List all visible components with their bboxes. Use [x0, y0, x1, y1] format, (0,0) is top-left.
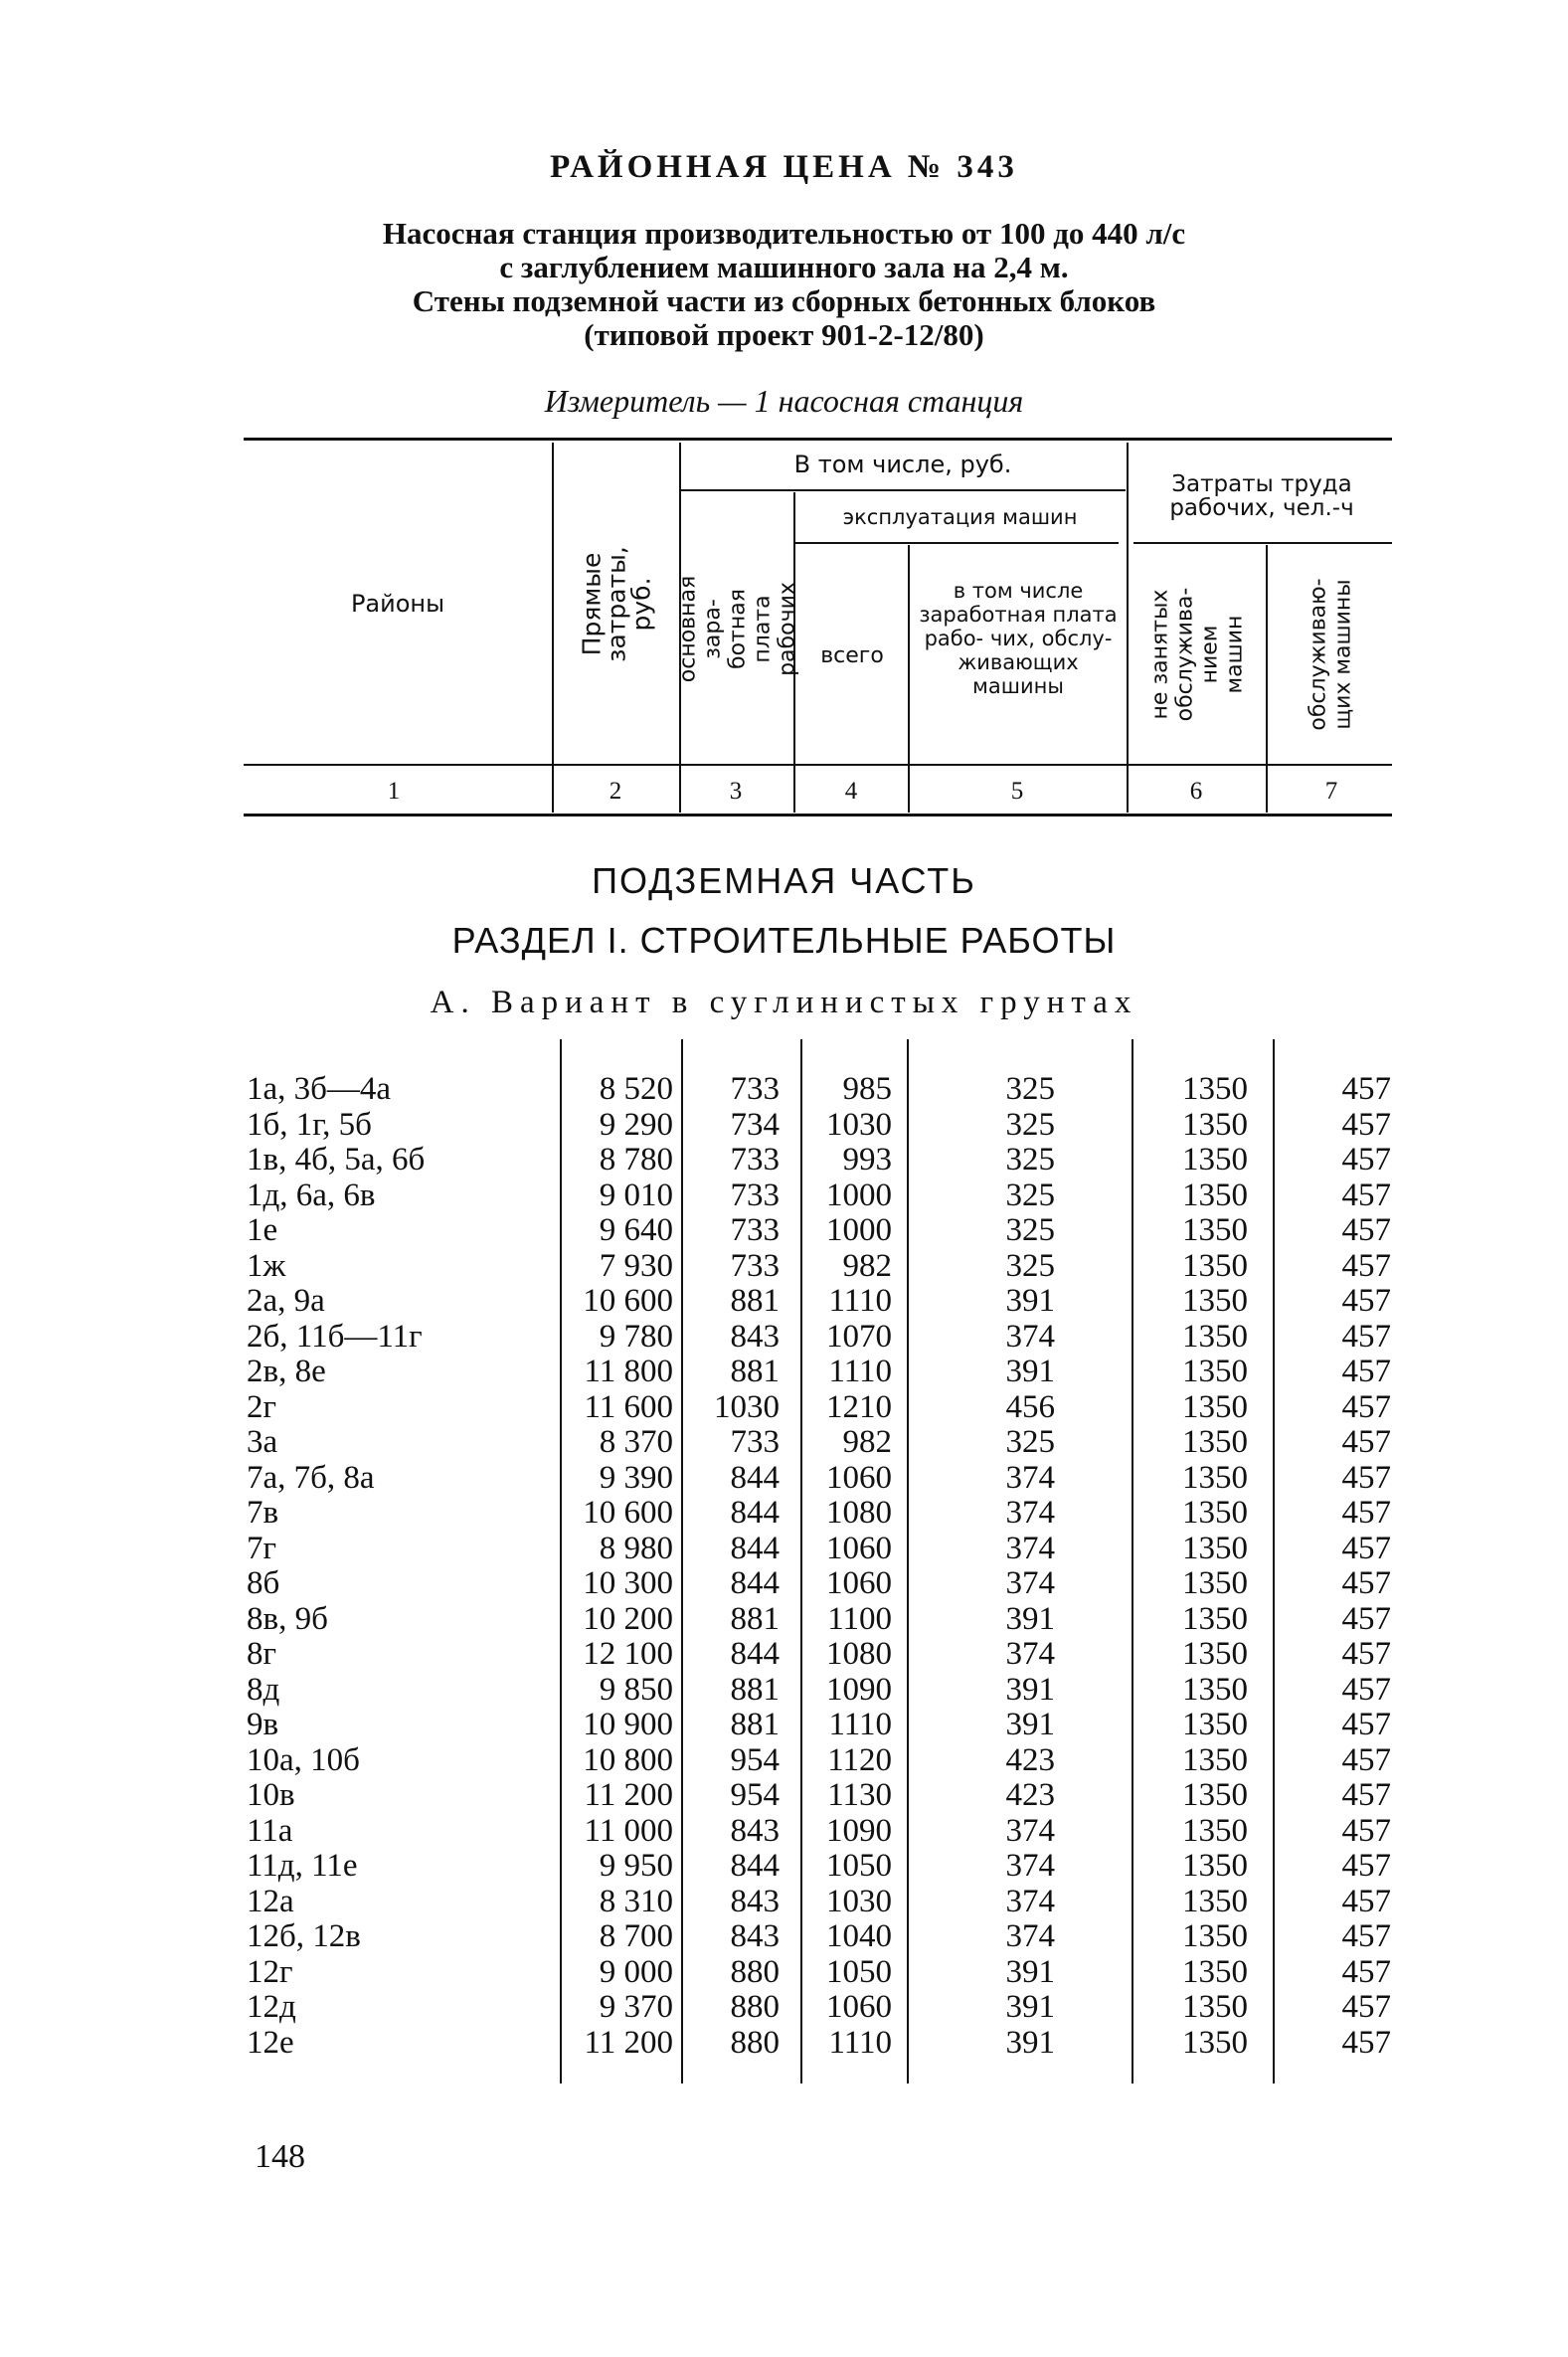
cell-c5: 423	[1005, 1741, 1055, 1778]
cell-c5: 391	[1005, 1354, 1055, 1389]
cell-c4: 1030	[826, 1883, 892, 1919]
cell-c6: 1350	[1182, 1212, 1248, 1248]
cell-c5: 374	[1005, 1459, 1055, 1496]
cell-c4: 1080	[826, 1636, 892, 1672]
col-number-1: 1	[387, 778, 401, 805]
cell-c6: 1350	[1182, 1283, 1248, 1319]
cell-c7: 457	[1341, 1459, 1391, 1496]
cell-c3: 881	[730, 1707, 780, 1742]
cell-c5: 325	[1005, 1424, 1055, 1460]
cell-c4: 1110	[828, 1707, 892, 1742]
header-labor: Затраты труда рабочих, чел.-ч	[1169, 471, 1354, 521]
cell-c4: 1000	[826, 1212, 892, 1248]
cell-c4: 1060	[826, 1989, 892, 2025]
cell-region: 12б, 12в	[247, 1918, 361, 1954]
cell-c2: 7 930	[599, 1247, 673, 1284]
header-incl-wage: в том числе заработная плата рабо- чих, обслу- живающих машины	[919, 579, 1118, 698]
cell-c6: 1350	[1182, 1883, 1248, 1919]
numbers-bottom-rule	[244, 814, 1392, 816]
cell-c3: 843	[730, 1812, 780, 1849]
cell-c5: 374	[1005, 1883, 1055, 1919]
table-row	[0, 1566, 1568, 1601]
cell-c4: 1090	[826, 1671, 892, 1708]
cell-c4: 985	[842, 1071, 892, 1107]
cell-c5: 325	[1005, 1106, 1055, 1143]
cell-c2: 10 800	[583, 1741, 673, 1778]
cell-c3: 733	[730, 1247, 780, 1284]
cell-c4: 982	[842, 1247, 892, 1284]
cell-c5: 325	[1005, 1177, 1055, 1213]
cell-c5: 374	[1005, 1565, 1055, 1601]
cell-region: 1е	[247, 1212, 278, 1248]
cell-region: 3а	[247, 1424, 278, 1460]
cell-c7: 457	[1341, 1354, 1391, 1389]
cell-c3: 733	[730, 1071, 780, 1107]
cell-region: 1ж	[247, 1247, 286, 1284]
table-row	[0, 1778, 1568, 1813]
header-not-servicing: не занятых обслужива- нием машин	[1147, 587, 1248, 722]
cell-c3: 881	[730, 1671, 780, 1708]
cell-c7: 457	[1341, 1812, 1391, 1849]
table-row	[0, 1743, 1568, 1778]
cell-c6: 1350	[1182, 1671, 1248, 1708]
cell-c6: 1350	[1182, 2024, 1248, 2061]
cell-c3: 733	[730, 1177, 780, 1213]
cell-c5: 391	[1005, 1671, 1055, 1708]
cell-c2: 11 000	[584, 1812, 673, 1849]
cell-c7: 457	[1341, 1848, 1391, 1884]
table-row	[0, 1496, 1568, 1531]
cell-c3: 880	[730, 1953, 780, 1990]
col-divider-1	[552, 443, 554, 813]
cell-c7: 457	[1341, 1883, 1391, 1919]
header-servicing: обслуживаю- щих машины	[1307, 578, 1357, 731]
cell-c7: 457	[1341, 1106, 1391, 1143]
cell-c4: 1090	[826, 1812, 892, 1849]
cell-c2: 9 390	[599, 1459, 673, 1496]
cell-c3: 954	[730, 1777, 780, 1813]
cell-c3: 880	[730, 1989, 780, 2025]
cell-c5: 374	[1005, 1530, 1055, 1566]
cell-region: 2а, 9а	[247, 1283, 325, 1319]
cell-c5: 423	[1005, 1777, 1055, 1813]
incl-rule	[681, 489, 1126, 491]
cell-region: 10в	[247, 1777, 295, 1813]
header-incl-rub: В том числе, руб.	[793, 451, 1012, 478]
labor-rule	[1133, 542, 1392, 544]
cell-c5: 374	[1005, 1848, 1055, 1884]
cell-c7: 457	[1341, 1741, 1391, 1778]
cell-c5: 456	[1005, 1388, 1055, 1425]
cell-c6: 1350	[1182, 1142, 1248, 1178]
cell-c4: 982	[842, 1424, 892, 1460]
cell-region: 12а	[247, 1883, 294, 1919]
header-not-servicing-wrap	[1132, 547, 1264, 762]
cell-c6: 1350	[1182, 1106, 1248, 1143]
cell-c7: 457	[1341, 1777, 1391, 1813]
cell-c4: 1030	[826, 1106, 892, 1143]
cell-c2: 9 950	[599, 1848, 673, 1884]
cell-c3: 844	[730, 1459, 780, 1496]
col-divider-6	[1266, 545, 1268, 813]
cell-c3: 844	[730, 1565, 780, 1601]
cell-c5: 374	[1005, 1918, 1055, 1954]
cell-c2: 10 300	[583, 1565, 673, 1601]
cell-region: 12е	[247, 2024, 294, 2061]
cell-c6: 1350	[1182, 1071, 1248, 1107]
table-row	[0, 1849, 1568, 1884]
cell-c4: 1060	[826, 1459, 892, 1496]
cell-c2: 11 200	[584, 2024, 673, 2061]
cell-c7: 457	[1341, 1071, 1391, 1107]
header-top-rule	[244, 438, 1392, 441]
cell-c6: 1350	[1182, 1777, 1248, 1813]
cell-region: 10а, 10б	[247, 1741, 360, 1778]
cell-c7: 457	[1341, 1565, 1391, 1601]
cell-c2: 9 290	[599, 1106, 673, 1143]
cell-c6: 1350	[1182, 1459, 1248, 1496]
cell-c5: 374	[1005, 1812, 1055, 1849]
cell-c2: 10 600	[583, 1495, 673, 1531]
table-row	[0, 1461, 1568, 1496]
section-part: ПОДЗЕМНАЯ ЧАСТЬ	[592, 860, 976, 901]
subtitle-line-4: (типовой проект 901-2-12/80)	[584, 317, 984, 352]
cell-c7: 457	[1341, 1918, 1391, 1954]
cell-c4: 1120	[827, 1741, 892, 1778]
page-title: РАЙОННАЯ ЦЕНА № 343	[550, 149, 1018, 185]
cell-region: 2б, 11б—11г	[247, 1318, 423, 1355]
cell-c5: 391	[1005, 1989, 1055, 2025]
cell-c2: 9 780	[599, 1318, 673, 1355]
cell-c2: 9 370	[599, 1989, 673, 2025]
cell-region: 12д	[247, 1989, 296, 2025]
cell-c3: 843	[730, 1318, 780, 1355]
cell-c4: 1050	[826, 1953, 892, 1990]
cell-c6: 1350	[1182, 1318, 1248, 1355]
table-row	[0, 1143, 1568, 1178]
cell-c7: 457	[1341, 1142, 1391, 1178]
cell-c4: 1130	[827, 1777, 892, 1813]
cell-c5: 374	[1005, 1318, 1055, 1355]
cell-c2: 11 800	[584, 1354, 673, 1389]
cell-c5: 374	[1005, 1495, 1055, 1531]
col-divider-4	[908, 545, 910, 813]
cell-c3: 844	[730, 1530, 780, 1566]
cell-c4: 1060	[826, 1565, 892, 1601]
table-row	[0, 1425, 1568, 1460]
section-chapter: РАЗДЕЛ I. СТРОИТЕЛЬНЫЕ РАБОТЫ	[451, 920, 1117, 961]
cell-c2: 8 370	[599, 1424, 673, 1460]
cell-c6: 1350	[1182, 1918, 1248, 1954]
table-row	[0, 1532, 1568, 1566]
cell-c5: 391	[1005, 1953, 1055, 1990]
cell-region: 11а	[247, 1812, 293, 1849]
cell-c3: 881	[730, 1600, 780, 1637]
table-row	[0, 1284, 1568, 1319]
cell-c4: 1110	[828, 1283, 892, 1319]
cell-c7: 457	[1341, 1495, 1391, 1531]
cell-c5: 391	[1005, 1283, 1055, 1319]
subtitle-line-3: Стены подземной части из сборных бетонных блоков	[412, 283, 1156, 318]
cell-c3: 733	[730, 1424, 780, 1460]
cell-c5: 391	[1005, 1600, 1055, 1637]
cell-c6: 1350	[1182, 1177, 1248, 1213]
cell-c2: 12 100	[583, 1636, 673, 1672]
cell-c7: 457	[1341, 1707, 1391, 1742]
table-row	[0, 1249, 1568, 1284]
header-base-wage: основная зара- ботная плата рабочих	[675, 575, 800, 682]
table-row	[0, 1320, 1568, 1355]
cell-c6: 1350	[1182, 1495, 1248, 1531]
table-row	[0, 1708, 1568, 1742]
cell-c6: 1350	[1182, 1388, 1248, 1425]
cell-region: 7г	[247, 1530, 277, 1566]
col-number-5: 5	[1010, 778, 1024, 805]
header-total: всего	[820, 643, 884, 668]
cell-c2: 9 850	[599, 1671, 673, 1708]
table-row	[0, 1955, 1568, 1990]
cell-c3: 881	[730, 1354, 780, 1389]
cell-c4: 1000	[826, 1177, 892, 1213]
cell-c4: 1080	[826, 1495, 892, 1531]
cell-c6: 1350	[1182, 1354, 1248, 1389]
table-row	[0, 1355, 1568, 1389]
cell-c5: 391	[1005, 1707, 1055, 1742]
page-number: 148	[255, 2138, 305, 2175]
cell-c6: 1350	[1182, 1989, 1248, 2025]
cell-c5: 325	[1005, 1142, 1055, 1178]
cell-c3: 881	[730, 1283, 780, 1319]
header-bottom-rule	[244, 764, 1392, 766]
cell-c5: 391	[1005, 2024, 1055, 2061]
cell-c2: 8 310	[599, 1883, 673, 1919]
measure-unit: Измеритель — 1 насосная станция	[544, 383, 1024, 419]
table-row	[0, 1602, 1568, 1637]
col-number-2: 2	[609, 778, 622, 805]
cell-c6: 1350	[1182, 1707, 1248, 1742]
subtitle-line-2: с заглублением машинного зала на 2,4 м.	[499, 250, 1069, 284]
cell-c2: 9 000	[599, 1953, 673, 1990]
cell-c4: 1060	[826, 1530, 892, 1566]
col-divider-5	[1127, 443, 1129, 813]
table-row	[0, 1072, 1568, 1107]
table-row	[0, 1637, 1568, 1672]
cell-region: 1а, 3б—4а	[247, 1071, 392, 1107]
cell-c2: 11 200	[584, 1777, 673, 1813]
cell-c2: 8 520	[599, 1071, 673, 1107]
cell-region: 2в, 8е	[247, 1354, 326, 1389]
cell-region: 8г	[247, 1636, 277, 1672]
cell-c3: 843	[730, 1918, 780, 1954]
table-row	[0, 1673, 1568, 1708]
cell-c7: 457	[1341, 1600, 1391, 1637]
cell-c3: 843	[730, 1883, 780, 1919]
cell-c2: 8 780	[599, 1142, 673, 1178]
cell-c4: 1070	[826, 1318, 892, 1355]
header-base-wage-wrap	[675, 495, 800, 762]
cell-c3: 734	[730, 1106, 780, 1143]
cell-c7: 457	[1341, 1318, 1391, 1355]
cell-region: 9в	[247, 1707, 279, 1742]
cell-c5: 325	[1005, 1212, 1055, 1248]
cell-c4: 1100	[827, 1600, 892, 1637]
cell-c7: 457	[1341, 1177, 1391, 1213]
cell-region: 7а, 7б, 8а	[247, 1459, 375, 1496]
header-machine-operation: эксплуатация машин	[842, 505, 1078, 529]
table-row	[0, 1108, 1568, 1143]
cell-c3: 880	[730, 2024, 780, 2061]
machine-rule	[795, 542, 1119, 544]
cell-c6: 1350	[1182, 1741, 1248, 1778]
cell-c2: 9 010	[599, 1177, 673, 1213]
col-number-3: 3	[729, 778, 743, 805]
cell-c7: 457	[1341, 1424, 1391, 1460]
cell-region: 1в, 4б, 5а, 6б	[247, 1142, 426, 1178]
cell-c3: 733	[730, 1212, 780, 1248]
cell-c6: 1350	[1182, 1247, 1248, 1284]
table-row	[0, 1213, 1568, 1248]
table-row	[0, 1814, 1568, 1849]
cell-c4: 993	[842, 1142, 892, 1178]
cell-c6: 1350	[1182, 1953, 1248, 1990]
col-number-6: 6	[1189, 778, 1203, 805]
cell-c4: 1210	[826, 1388, 892, 1425]
table-row	[0, 1390, 1568, 1425]
subtitle-line-1: Насосная станция производительностью от 100 до 440 л/с	[382, 216, 1186, 251]
cell-c6: 1350	[1182, 1636, 1248, 1672]
cell-c7: 457	[1341, 2024, 1391, 2061]
cell-c7: 457	[1341, 1388, 1391, 1425]
cell-c2: 10 600	[583, 1283, 673, 1319]
cell-c3: 844	[730, 1848, 780, 1884]
cell-c4: 1040	[826, 1918, 892, 1954]
cell-c5: 325	[1005, 1071, 1055, 1107]
cell-c3: 844	[730, 1495, 780, 1531]
cell-c3: 954	[730, 1741, 780, 1778]
cell-c6: 1350	[1182, 1600, 1248, 1637]
cell-c6: 1350	[1182, 1530, 1248, 1566]
table-row	[0, 2026, 1568, 2061]
cell-c3: 844	[730, 1636, 780, 1672]
cell-c2: 10 900	[583, 1707, 673, 1742]
cell-c2: 10 200	[583, 1600, 673, 1637]
cell-c7: 457	[1341, 1212, 1391, 1248]
cell-c7: 457	[1341, 1530, 1391, 1566]
header-servicing-wrap	[1271, 547, 1392, 762]
cell-c2: 9 640	[599, 1212, 673, 1248]
table-row	[0, 1885, 1568, 1919]
cell-region: 11д, 11е	[247, 1848, 358, 1884]
header-regions: Районы	[350, 590, 445, 618]
table-row	[0, 1178, 1568, 1213]
cell-c7: 457	[1341, 1989, 1391, 2025]
cell-region: 8д	[247, 1671, 280, 1708]
cell-region: 8б	[247, 1565, 280, 1601]
header-direct-costs-wrap	[557, 446, 676, 762]
header-direct-costs: Прямые затраты, руб.	[577, 545, 656, 662]
cell-c7: 457	[1341, 1671, 1391, 1708]
cell-region: 2г	[247, 1388, 277, 1425]
cell-region: 7в	[247, 1495, 279, 1531]
table-row	[0, 1919, 1568, 1954]
cell-c6: 1350	[1182, 1848, 1248, 1884]
cell-c2: 8 980	[599, 1530, 673, 1566]
cell-c6: 1350	[1182, 1812, 1248, 1849]
section-variant: А. Вариант в суглинистых грунтах	[430, 985, 1138, 1020]
col-number-7: 7	[1324, 778, 1338, 805]
cell-c6: 1350	[1182, 1424, 1248, 1460]
cell-c3: 1030	[714, 1388, 780, 1425]
col-number-4: 4	[844, 778, 858, 805]
cell-region: 1д, 6а, 6в	[247, 1177, 376, 1213]
cell-region: 12г	[247, 1953, 293, 1990]
cell-c7: 457	[1341, 1636, 1391, 1672]
cell-c3: 733	[730, 1142, 780, 1178]
cell-region: 1б, 1г, 5б	[247, 1106, 372, 1143]
cell-c5: 374	[1005, 1636, 1055, 1672]
cell-c6: 1350	[1182, 1565, 1248, 1601]
cell-c4: 1110	[828, 1354, 892, 1389]
table-row	[0, 1990, 1568, 2025]
cell-region: 8в, 9б	[247, 1600, 328, 1637]
cell-c7: 457	[1341, 1953, 1391, 1990]
cell-c5: 325	[1005, 1247, 1055, 1284]
cell-c2: 8 700	[599, 1918, 673, 1954]
cell-c7: 457	[1341, 1247, 1391, 1284]
cell-c4: 1110	[828, 2024, 892, 2061]
cell-c7: 457	[1341, 1283, 1391, 1319]
cell-c4: 1050	[826, 1848, 892, 1884]
cell-c2: 11 600	[584, 1388, 673, 1425]
